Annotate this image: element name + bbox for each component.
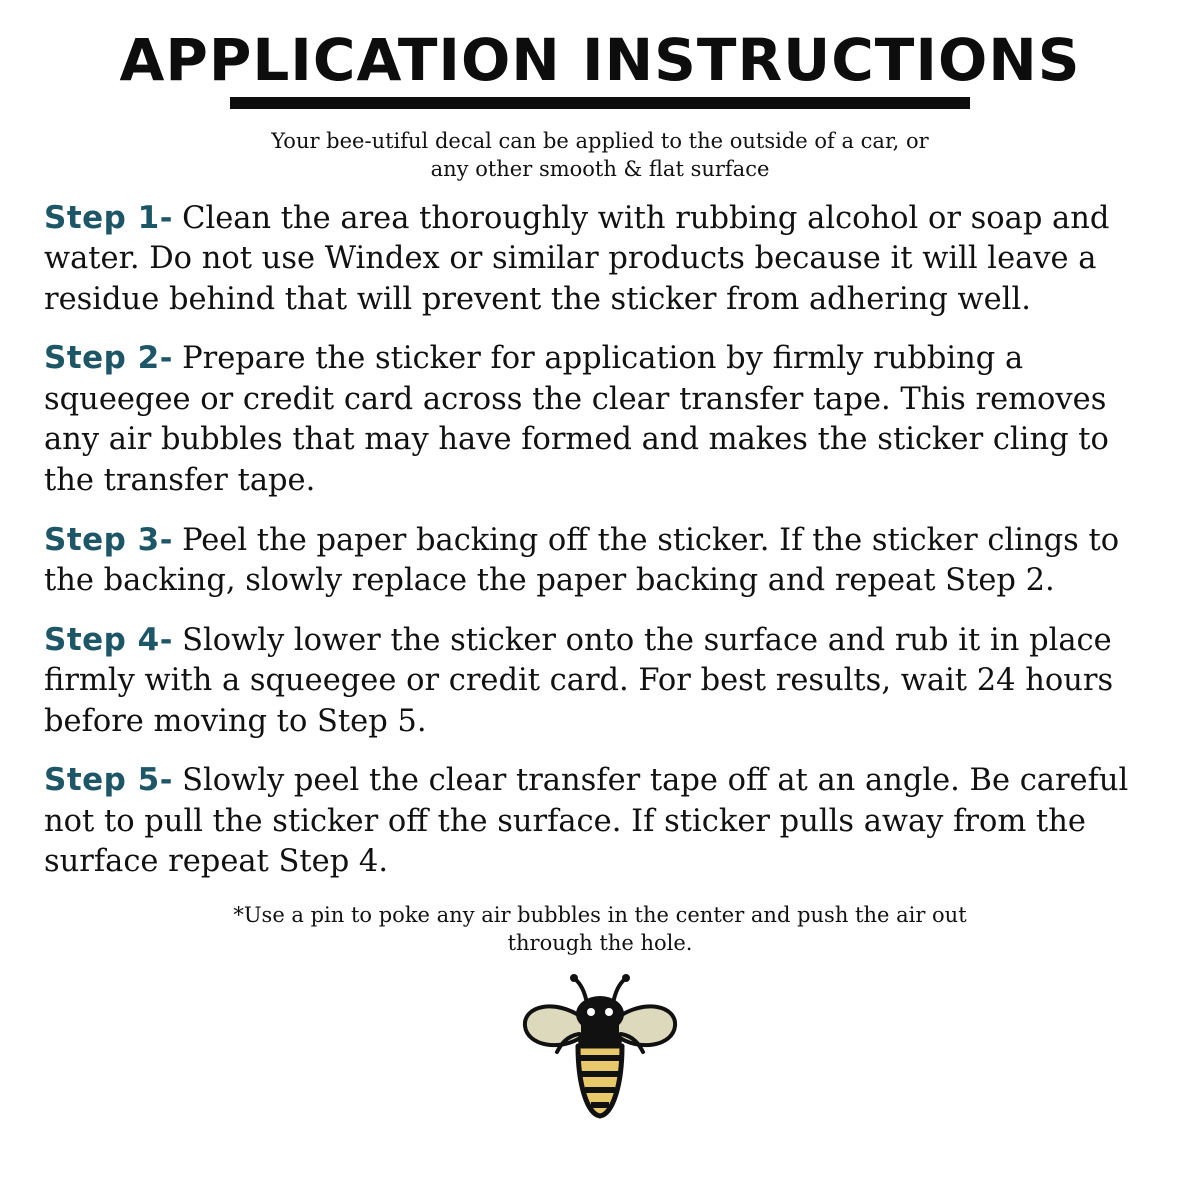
step-2-label: Step 2 [44,340,160,377]
title-underline-rule [230,97,970,109]
step-5-dash: - [159,763,173,799]
list-item [40,620,1160,743]
step-4-label: Step 4 [44,621,160,658]
step-2-dash: - [159,341,173,377]
list-item [40,760,1160,883]
logo-area [40,974,1160,1124]
subtitle: Your bee-utiful decal can be applied to the outside of a car, or any other smooth & flat surface [271,128,929,182]
step-2-text: Prepare the sticker for application by firmly rubbing a squeegee or credit card across the clear transfer tape. This removes any air bubbles that may have formed and makes the sticker cling to the transfer tape. [44,341,1109,498]
step-1-text: Clean the area thoroughly with rubbing alcohol or soap and water. Do not use Windex or similar products because it will leave a residue behind that will prevent the sticker from adhering well. [44,200,1110,317]
page-title: APPLICATION INSTRUCTIONS [119,26,1081,94]
step-1-dash: - [159,200,173,236]
list-item [40,198,1160,321]
step-5-text: Slowly peel the clear transfer tape off at an angle. Be careful not to pull the sticker off the surface. If sticker pulls away from the surface repeat Step 4. [44,763,1129,880]
step-4-text: Slowly lower the sticker onto the surface and rub it in place firmly with a squeegee or credit card. For best results, wait 24 hours before moving to Step 5. [44,622,1114,739]
step-1-label: Step 1 [44,199,160,236]
footnote: *Use a pin to poke any air bubbles in the center and push the air out through the hole. [233,903,967,956]
step-5-label: Step 5 [44,762,160,799]
step-4-dash: - [159,622,173,658]
bee-icon [515,974,685,1124]
steps-list [40,198,1160,883]
step-3-label: Step 3 [44,521,160,558]
step-3-text: Peel the paper backing off the sticker. If the sticker clings to the backing, slowly replace the paper backing and repeat Step 2. [44,522,1120,599]
step-3-dash: - [159,522,173,558]
list-item [40,520,1160,602]
list-item [40,338,1160,501]
